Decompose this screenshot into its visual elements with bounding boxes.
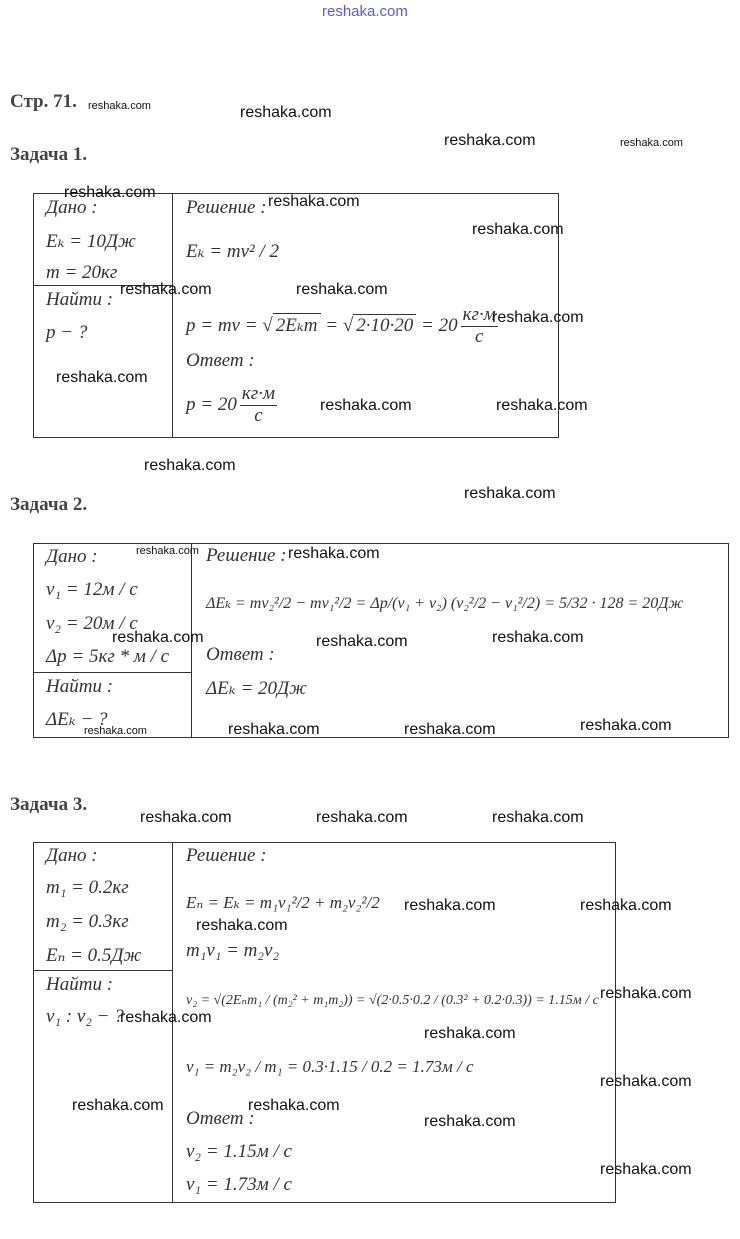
watermark: reshaka.com xyxy=(120,281,212,298)
watermark: reshaka.com xyxy=(268,193,360,210)
radical-body: 2Eₖm xyxy=(273,313,321,337)
task2-formula: ΔEₖ = mv₂²/2 − mv₁²/2 = Δp/(v₁ + v₂) (v₂²/2 − v₁²/2) = 5/32 · 128 = 20Дж xyxy=(206,595,684,612)
radical-sign: √ xyxy=(342,314,354,336)
task2-solution-label: Решение : xyxy=(206,545,287,566)
task3-title: Задача 3. xyxy=(10,794,88,815)
task1-answer xyxy=(186,384,280,427)
unit-den: с xyxy=(254,404,263,426)
task3-answer: v₁ = 1.73м / с xyxy=(186,1174,292,1195)
task2-find: ΔEₖ − ? xyxy=(46,709,108,730)
watermark: reshaka.com xyxy=(320,397,412,414)
site-link[interactable]: reshaka.com xyxy=(322,3,408,20)
watermark: reshaka.com xyxy=(240,104,332,121)
task1-find: p − ? xyxy=(46,322,88,343)
task2-given-divider xyxy=(33,672,191,673)
watermark: reshaka.com xyxy=(444,132,536,149)
task1-divider xyxy=(172,193,173,437)
watermark: reshaka.com xyxy=(424,1113,516,1130)
task1-given-line: m = 20кг xyxy=(46,262,118,283)
task2-given-label: Дано : xyxy=(46,546,98,567)
watermark: reshaka.com xyxy=(248,1097,340,1114)
formula-part: = 20 xyxy=(416,314,458,336)
task1-given-label: Дано : xyxy=(46,197,98,218)
watermark: reshaka.com xyxy=(580,717,672,734)
task3-given-label: Дано : xyxy=(46,845,98,866)
task3-given-divider xyxy=(33,970,172,971)
task2-given-line: v₂ = 20м / с xyxy=(46,613,138,634)
unit-num: кг·м xyxy=(462,304,496,325)
task3-formula1: Eₙ = Eₖ = m₁v₁²/2 + m₂v₂²/2 xyxy=(186,893,380,912)
task1-answer-label: Ответ : xyxy=(186,350,255,371)
unit-fraction xyxy=(240,384,277,427)
task1-given-line: Eₖ = 10Дж xyxy=(46,231,136,252)
watermark: reshaka.com xyxy=(472,221,564,238)
page-label: Стр. 71. xyxy=(10,91,77,112)
watermark: reshaka.com xyxy=(112,629,204,646)
task2-title: Задача 2. xyxy=(10,494,88,515)
watermark: reshaka.com xyxy=(600,1073,692,1090)
task3-find-label: Найти : xyxy=(46,974,114,995)
task3-answer-label: Ответ : xyxy=(186,1108,255,1129)
watermark: reshaka.com xyxy=(492,309,584,326)
radical-body: 2·10·20 xyxy=(353,314,416,337)
unit-den: с xyxy=(474,325,484,347)
task3-solution-label: Решение : xyxy=(186,845,267,866)
task1-formula1: Eₖ = mv² / 2 xyxy=(186,241,279,262)
answer-text: p = 20 xyxy=(186,393,237,415)
task2-answer-label: Ответ : xyxy=(206,644,275,665)
watermark: reshaka.com xyxy=(316,809,408,826)
task3-formula2: m₁v₁ = m₂v₂ xyxy=(186,940,280,961)
watermark: reshaka.com xyxy=(316,633,408,650)
watermark: reshaka.com xyxy=(228,721,320,738)
watermark: reshaka.com xyxy=(136,545,199,557)
task2-answer: ΔEₖ = 20Дж xyxy=(206,678,307,699)
task1-find-label: Найти : xyxy=(46,289,114,310)
watermark: reshaka.com xyxy=(84,725,147,737)
watermark: reshaka.com xyxy=(404,721,496,738)
radical-sign: √ xyxy=(262,314,273,336)
watermark: reshaka.com xyxy=(72,1097,164,1114)
watermark: reshaka.com xyxy=(88,100,151,112)
watermark: reshaka.com xyxy=(492,629,584,646)
watermark: reshaka.com xyxy=(492,809,584,826)
watermark: reshaka.com xyxy=(464,485,556,502)
watermark: reshaka.com xyxy=(140,809,232,826)
watermark: reshaka.com xyxy=(288,545,380,562)
task3-formula4: v₁ = m₂v₂ / m₁ = 0.3·1.15 / 0.2 = 1.73м / с xyxy=(186,1057,474,1076)
task2-find-label: Найти : xyxy=(46,676,114,697)
watermark: reshaka.com xyxy=(144,457,236,474)
watermark: reshaka.com xyxy=(296,281,388,298)
task3-answer: v₂ = 1.15м / с xyxy=(186,1141,292,1162)
watermark: reshaka.com xyxy=(404,897,496,914)
watermark: reshaka.com xyxy=(424,1025,516,1042)
task2-given-line: Δp = 5кг * м / с xyxy=(46,646,170,667)
formula-part: p = mv = xyxy=(186,314,263,336)
watermark: reshaka.com xyxy=(120,1009,212,1026)
watermark: reshaka.com xyxy=(64,184,156,201)
watermark: reshaka.com xyxy=(600,1161,692,1178)
task3-given-line: m₂ = 0.3кг xyxy=(46,911,129,932)
task3-find: v₁ : v₂ − ? xyxy=(46,1006,124,1027)
watermark: reshaka.com xyxy=(600,985,692,1002)
watermark: reshaka.com xyxy=(620,137,683,149)
task1-solution-label: Решение : xyxy=(186,197,267,218)
task2-given-line: v₁ = 12м / с xyxy=(46,579,138,600)
task3-formula3: v₂ = √(2Eₙm₁ / (m₂² + m₁m₂)) = √(2·0.5·0.2 / (0.3² + 0.2·0.3)) = 1.15м / с xyxy=(186,993,599,1008)
watermark: reshaka.com xyxy=(196,917,288,934)
watermark: reshaka.com xyxy=(496,397,588,414)
task1-formula2 xyxy=(186,305,501,348)
task3-given-line: m₁ = 0.2кг xyxy=(46,877,129,898)
task3-given-line: Eₙ = 0.5Дж xyxy=(46,945,142,966)
task1-title: Задача 1. xyxy=(10,144,88,165)
watermark: reshaka.com xyxy=(580,897,672,914)
watermark: reshaka.com xyxy=(56,369,148,386)
unit-num: кг·м xyxy=(241,383,276,404)
formula-part: = xyxy=(320,314,343,336)
